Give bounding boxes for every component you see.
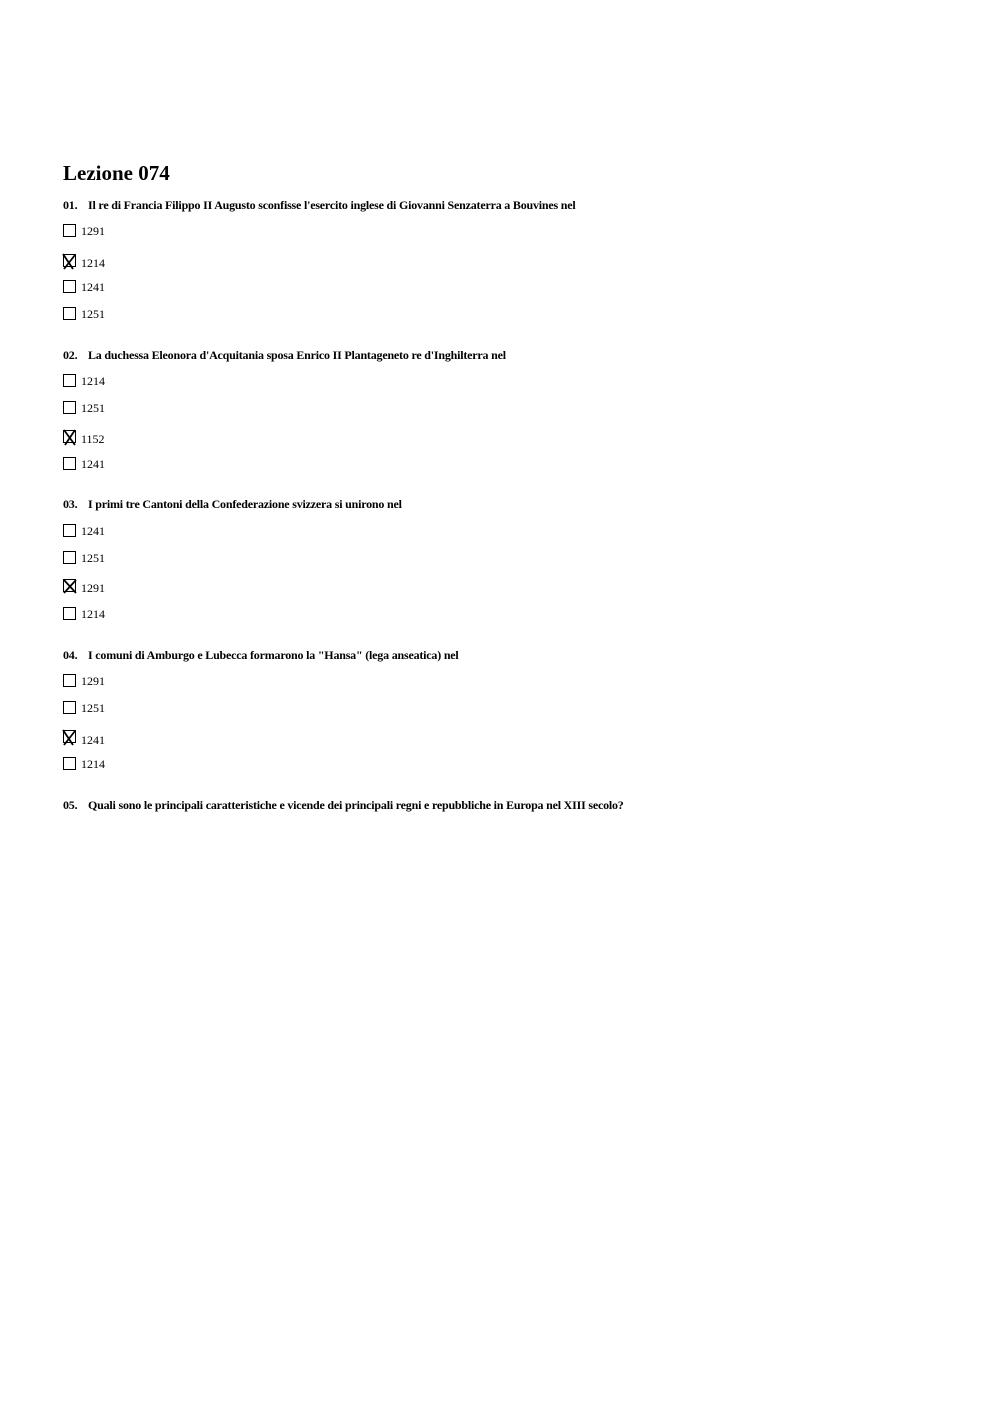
checkbox-unchecked[interactable]	[63, 757, 76, 770]
checkbox-checked[interactable]	[63, 430, 76, 443]
option-label: 1251	[81, 701, 105, 715]
checkbox-checked[interactable]	[63, 579, 76, 592]
option-label: 1152	[81, 432, 105, 446]
option-label: 1214	[81, 607, 105, 621]
question-prompt: I comuni di Amburgo e Lubecca formarono la "Hansa" (lega anseatica) nel	[88, 648, 459, 662]
option-label: 1241	[81, 524, 105, 538]
cross-mark-icon	[62, 253, 79, 270]
document-page	[63, 0, 963, 1414]
checkbox-checked[interactable]	[63, 254, 76, 267]
checkbox-unchecked[interactable]	[63, 224, 76, 237]
question-02-text	[63, 348, 506, 363]
question-prompt: Quali sono le principali caratteristiche e vicende dei principali regni e repubbliche in Europa nel XIII secolo?	[88, 798, 624, 812]
question-number: 04.	[63, 648, 78, 662]
option-label: 1291	[81, 224, 105, 238]
cross-mark-icon	[62, 578, 79, 595]
checkbox-unchecked[interactable]	[63, 457, 76, 470]
question-05-text	[63, 798, 624, 813]
checkbox-unchecked[interactable]	[63, 524, 76, 537]
question-03-text	[63, 497, 402, 512]
question-prompt: Il re di Francia Filippo II Augusto sconfisse l'esercito inglese di Giovanni Senzaterra a Bouvines nel	[88, 198, 576, 212]
checkbox-unchecked[interactable]	[63, 280, 76, 293]
checkbox-unchecked[interactable]	[63, 607, 76, 620]
option-label: 1251	[81, 401, 105, 415]
option-label: 1251	[81, 551, 105, 565]
question-number: 05.	[63, 798, 78, 812]
lesson-title: Lezione 074	[63, 161, 170, 185]
option-label: 1214	[81, 256, 105, 270]
checkbox-unchecked[interactable]	[63, 674, 76, 687]
question-number: 03.	[63, 497, 78, 511]
question-number: 02.	[63, 348, 78, 362]
checkbox-unchecked[interactable]	[63, 401, 76, 414]
checkbox-unchecked[interactable]	[63, 307, 76, 320]
option-label: 1241	[81, 733, 105, 747]
cross-mark-icon	[62, 429, 79, 446]
option-label: 1214	[81, 757, 105, 771]
option-label: 1251	[81, 307, 105, 321]
question-number: 01.	[63, 198, 78, 212]
checkbox-checked[interactable]	[63, 730, 76, 743]
cross-mark-icon	[62, 729, 79, 746]
checkbox-unchecked[interactable]	[63, 551, 76, 564]
checkbox-unchecked[interactable]	[63, 374, 76, 387]
question-01-text	[63, 198, 576, 213]
option-label: 1241	[81, 280, 105, 294]
question-prompt: I primi tre Cantoni della Confederazione svizzera si unirono nel	[88, 497, 402, 511]
question-04-text	[63, 648, 459, 663]
question-prompt: La duchessa Eleonora d'Acquitania sposa Enrico II Plantageneto re d'Inghilterra nel	[88, 348, 506, 362]
checkbox-unchecked[interactable]	[63, 701, 76, 714]
option-label: 1214	[81, 374, 105, 388]
option-label: 1291	[81, 674, 105, 688]
option-label: 1241	[81, 457, 105, 471]
option-label: 1291	[81, 581, 105, 595]
